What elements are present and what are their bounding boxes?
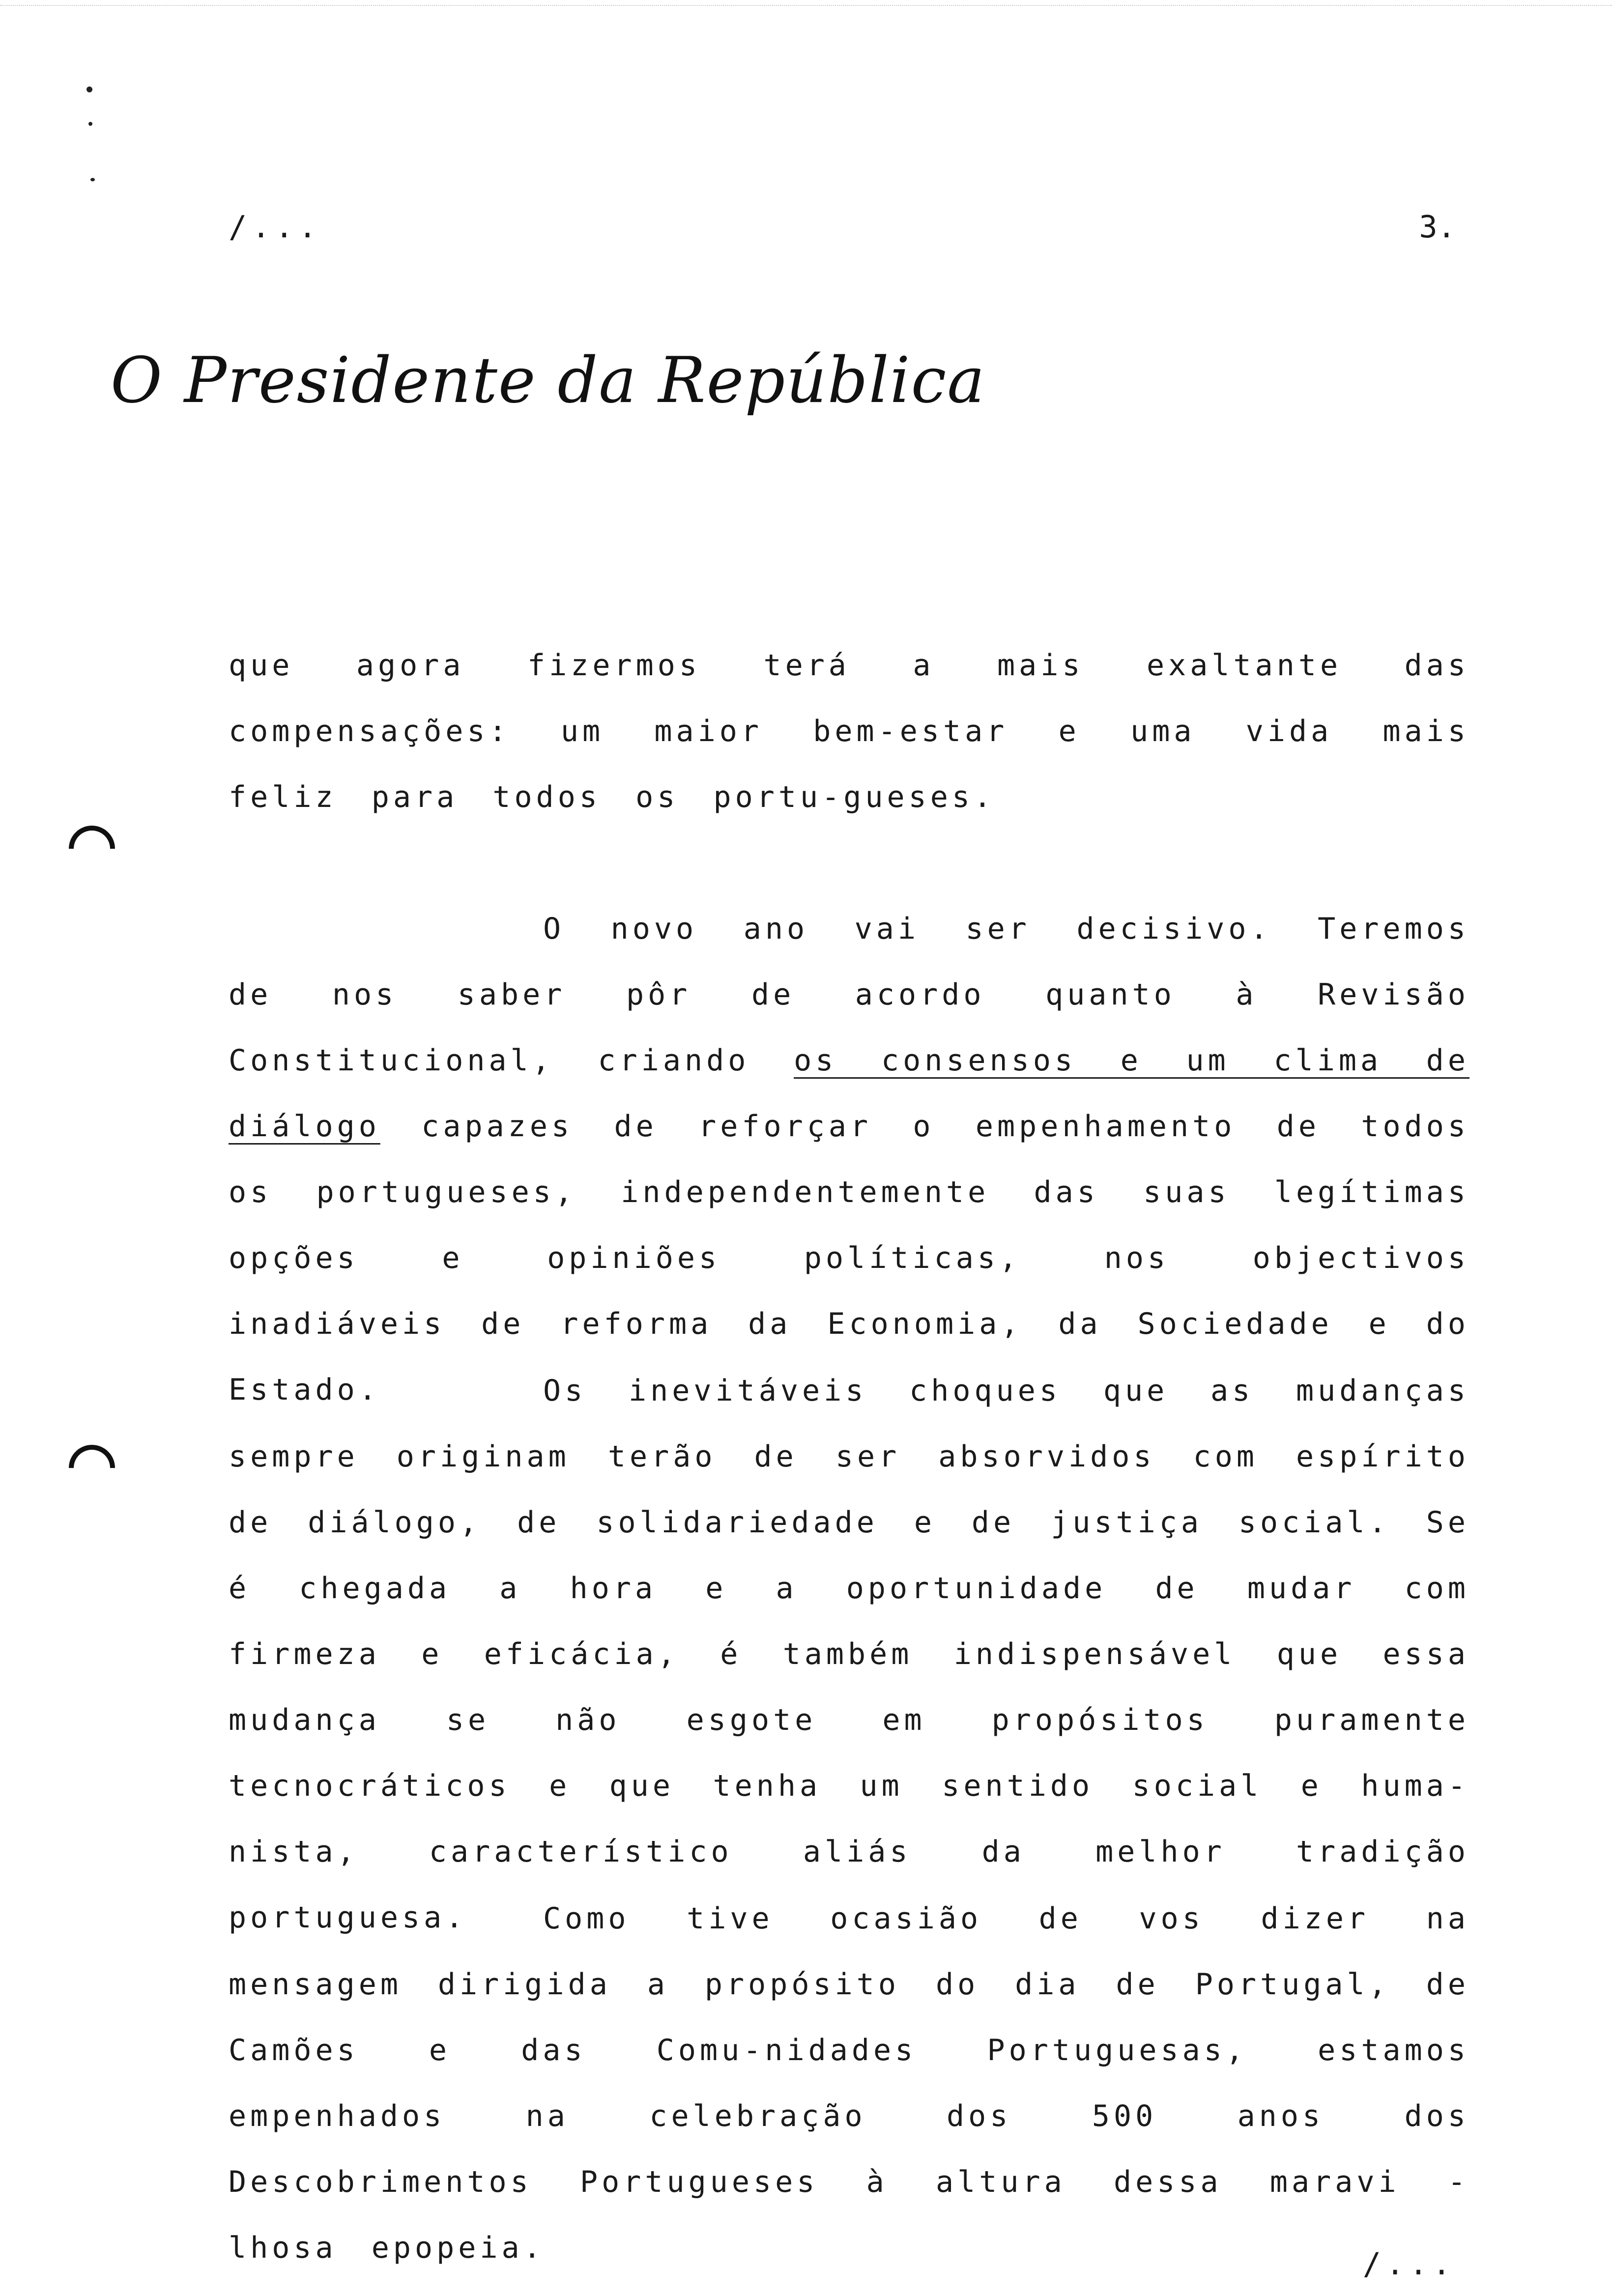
paragraph	[229, 896, 1469, 1423]
paragraph	[229, 1358, 1469, 1951]
paragraph-text: Os inevitáveis choques que as mudanças sempre originam terão de ser absorvidos com espírito de diálogo, de solidariedade e de justiça social. Se é chegada a hora e a oportunidade de mudar com firmeza e eficácia, é também indispensável que essa mudança se não esgote em propósitos puramente tecnocráticos e que tenha um sentido social e huma-nista, característico aliás da melhor tradição portuguesa.	[229, 1374, 1469, 1935]
paragraph-text: que agora fizermos terá a mais exaltante das compensações: um maior bem-estar e uma vida mais feliz para todos os portu-gueses.	[229, 648, 1469, 814]
punch-hole-mark	[59, 816, 125, 882]
underlined-phrase: os consensos e um clima de diálogo	[229, 1043, 1470, 1144]
continuation-marker-bottom: /...	[1362, 2246, 1456, 2282]
paragraph-text: Como tive ocasião de vos dizer na mensagem dirigida a propósito do dia de Portugal, de Camões e das Comu-nidades Portuguesas, estamos empenhados na celebração dos 500 anos dos Descobrimentos Portugueses à altura dessa maravi - lhosa epopeia.	[229, 1901, 1469, 2265]
punch-hole-mark	[59, 1435, 125, 1501]
paragraph	[229, 632, 1469, 830]
scan-mark	[90, 178, 95, 181]
continuation-marker-top: /...	[229, 209, 322, 245]
scan-mark	[88, 122, 92, 126]
paragraph-text: capazes de reforçar o empenhamento de todos os portugueses, independentemente das suas legítimas opções e opiniões políticas, nos objectivos inadiáveis de reforma da Economia, da Sociedade e do Estado.	[229, 1109, 1469, 1407]
letterhead-title: O Presidente da República	[111, 344, 986, 417]
paragraph	[229, 1886, 1469, 2281]
scan-mark	[86, 86, 92, 92]
paragraph-text: O novo ano vai ser decisivo. Teremos de nos saber pôr de acordo quanto à Revisão Constitucional, criando	[229, 912, 1469, 1078]
scan-top-edge	[0, 0, 1612, 6]
page-number: 3.	[1419, 209, 1456, 245]
